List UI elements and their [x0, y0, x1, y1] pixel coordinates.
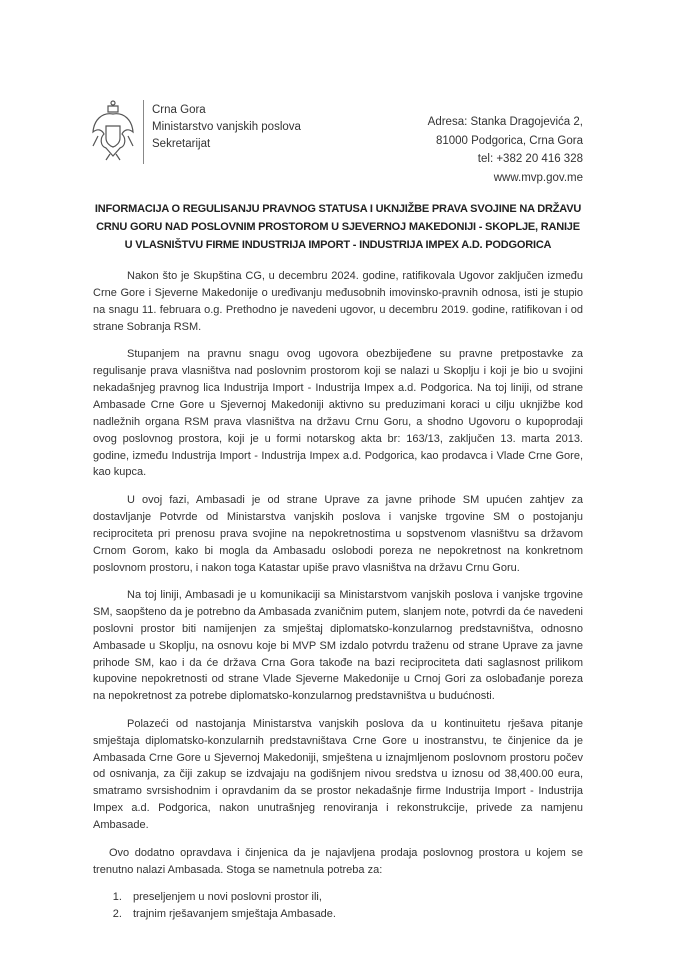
address-block [428, 113, 583, 187]
document-title: INFORMACIJA O REGULISANJU PRAVNOG STATUSA I UKNJIŽBE PRAVA SVOJINE NA DRŽAVU CRNU GORU NAD POSLOVNIM PROSTOROM U SJEVERNOJ MAKEDONIJI - SKOPLJE, RANIJE U VLASNIŠTVU FIRME INDUSTRIJA IMPORT - INDUSTRIJA IMPEX A.D. PODGORICA [94, 203, 582, 251]
paragraph: Polazeći od nastojanja Ministarstva vanjskih poslova da u kontinuitetu rješava pitanje smještaja diplomatsko-konzularnih predstavništava Crne Gore u inostranstvu, te činjenice da je Ambasada Crne Gore u Sjevernoj Makedoniji, smještena u iznajmljenom poslovnom prostoru počev od osnivanja, za čiji zakup se izdvajaju na godišnjem nivou sredstva u iznosu od 38,400.00 eura, smatramo svrsishodnim i opravdanim da se prostor nekadašnje firme Industrija Import - Industrija Impex a.d. Podgorica, nakon unutrašnjeg renoviranja i rekonstrukcije, privede za namjenu Ambasade. [93, 717, 583, 832]
address-city: 81000 Podgorica, Crna Gora [435, 134, 583, 147]
address-website: www.mvp.gov.me [493, 171, 583, 184]
paragraph: Ovo dodatno opravdava i činjenica da je najavljena prodaja poslovnog prostora u kojem se trenutno nalazi Ambasada. Stoga se nametnula potreba za: [93, 846, 583, 876]
org-department: Sekretarijat [152, 138, 211, 150]
org-ministry: Ministarstvo vanjskih poslova [152, 121, 301, 133]
numbered-list [93, 889, 583, 923]
address-street: Adresa: Stanka Dragojevića 2, [427, 116, 583, 128]
header-divider [143, 100, 144, 164]
organization-block [152, 102, 301, 153]
paragraph: U ovoj fazi, Ambasadi je od strane Uprave za javne prihode SM upućen zahtjev za dostavljanje Potvrde od Ministarstva vanjskih poslova i vanjske trgovine SM o postojanju reciprociteta pri prenosu prava svojine na nepokretnostima u sopstvenom vlasništvu sa državom Crnom Gorom, kako bi mogla da Ambasadu oslobodi poreza ne nepokretnost na konkretnom poslovnom prostoru, i nakon toga Katastar upiše pravo vlasništva na državu Crnu Goru. [93, 493, 583, 574]
org-country: Crna Gora [152, 104, 206, 116]
document-content [93, 200, 583, 923]
paragraph: Na toj liniji, Ambasadi je u komunikaciji sa Ministarstvom vanjskih poslova i vanjske trgovine SM, saopšteno da je potrebno da Ambasada zvaničnim putem, slanjem note, potvrdi da će navedeni poslovni prostor biti namijenjen za smještaj diplomatsko-konzularnog predstavništva, odnosno Ambasade u Skoplju, na osnovu koje bi MVP SM izdalo potvrdu traženu od strane Uprave za javne prihode SM, kao i da će država Crna Gora takođe na bazi reciprociteta dati saglasnost prilikom kupovine nepokretnosti od strane Vlade Sjeverne Makedonije u Crnoj Gori za oslobađanje poreza na nepokretnost za potrebe diplomatsko-konzularnog predstavništva u budućnosti. [93, 588, 583, 703]
paragraph: Stupanjem na pravnu snagu ovog ugovora obezbijeđene su pravne pretpostavke za regulisanje prava vlasništva nad poslovnim prostorom koji se nalazi u Skoplju i koji je bio u svojini nekadašnjeg pravnog lica Industrija Import - Industrija Impex a.d. Podgorica. Na toj liniji, od strane Ambasade Crne Gore u Sjevernoj Makedoniji aktivno su preduzimani koraci u cilju uknjižbe kod nadležnih organa RSM prava vlasništva na državu Crnu Goru, a shodno Ugovoru o kupoprodaji ovog poslovnog prostora, koji je u formi notarskog akta br: 163/13, zaključen 13. marta 2013. godine, između Industrija Import - Industrija Impex a.d. Podgorica, kao prodavca i Vlade Crne Gore, kao kupca. [93, 348, 583, 479]
coat-of-arms-logo [90, 98, 136, 162]
document-body [93, 268, 583, 923]
list-item: 2. trajnim rješavanjem smještaja Ambasade. [125, 906, 583, 923]
address-phone: tel: +382 20 416 328 [477, 153, 583, 165]
list-item: 1. preseljenjem u novi poslovni prostor ili, [125, 889, 583, 906]
paragraph: Nakon što je Skupština CG, u decembru 2024. godine, ratifikovala Ugovor zaključen između Crne Gore i Sjeverne Makedonije o uređivanju međusobnih imovinsko-pravnih odnosa, isti je stupio na snagu 11. februara o.g. Prethodno je navedeni ugovor, u decembru 2019. godine, ratifikovan i od strane Sobranja RSM. [93, 270, 583, 333]
